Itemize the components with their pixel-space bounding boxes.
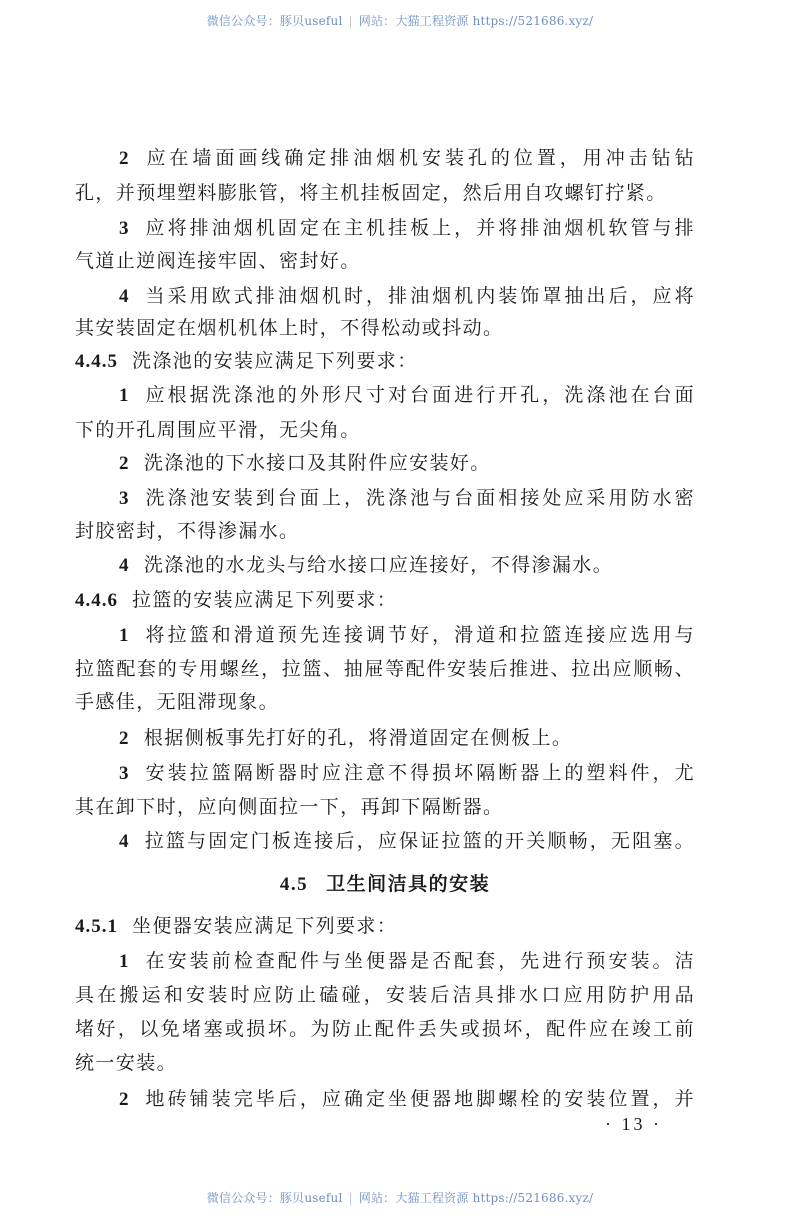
clause-number: 4.4.5: [75, 351, 118, 372]
item-line: 手感佳，无阻滞现象。: [75, 691, 280, 713]
item-number: 4: [119, 286, 130, 307]
item-line: 4 拉篮与固定门板连接后，应保证拉篮的开关顺畅，无阻塞。: [119, 830, 695, 852]
item-line: 封胶密封，不得渗漏水。: [75, 520, 300, 542]
item-line: 3 应将排油烟机固定在主机挂板上，并将排油烟机软管与排: [119, 217, 695, 239]
item-number: 3: [119, 763, 130, 784]
item-line: 堵好，以免堵塞或损坏。为防止配件丢失或损坏，配件应在竣工前: [75, 1018, 695, 1040]
item-line: 2 洗涤池的下水接口及其附件应安装好。: [119, 452, 491, 474]
watermark-account: 微信公众号：豚贝useful: [206, 1191, 343, 1205]
item-number: 4: [119, 831, 130, 852]
item-number: 3: [119, 218, 130, 239]
watermark-site: 网站：大猫工程资源 https://521686.xyz/: [358, 14, 594, 28]
item-line: 1 在安装前检查配件与坐便器是否配套，先进行预安装。洁: [119, 950, 695, 972]
item-line: 1 将拉篮和滑道预先连接调节好，滑道和拉篮连接应选用与: [119, 624, 695, 646]
clause-title: 拉篮的安装应满足下列要求：: [132, 589, 398, 611]
item-line: 3 安装拉篮隔断器时应注意不得损坏隔断器上的塑料件，尤: [119, 762, 695, 784]
item-line: 统一安装。: [75, 1052, 178, 1074]
section-heading-4-5: [75, 871, 695, 898]
watermark-separator: |: [348, 14, 353, 28]
item-line: 4 洗涤池的水龙头与给水接口应连接好，不得渗漏水。: [119, 554, 614, 576]
item-number: 3: [119, 488, 130, 509]
watermark-bottom: [0, 1189, 800, 1206]
item-line: 其安装固定在烟机机体上时，不得松动或抖动。: [75, 317, 504, 339]
item-line: 4 当采用欧式排油烟机时，排油烟机内装饰罩抽出后，应将: [119, 285, 695, 307]
item-number: 1: [119, 625, 130, 646]
clause-heading-4-4-5: [75, 348, 695, 375]
item-number: 4: [119, 555, 130, 576]
clause-title: 洗涤池的安装应满足下列要求：: [132, 350, 418, 372]
page-number: · 13 ·: [605, 1114, 662, 1134]
item-line: 1 应根据洗涤池的外形尺寸对台面进行开孔，洗涤池在台面: [119, 384, 695, 406]
clause-title: 坐便器安装应满足下列要求：: [132, 915, 398, 937]
item-number: 2: [119, 728, 130, 749]
clause-heading-4-4-6: [75, 587, 695, 614]
item-line: 具在搬运和安装时应防止磕碰，安装后洁具排水口应用防护用品: [75, 984, 695, 1006]
item-line: 孔，并预埋塑料膨胀管，将主机挂板固定，然后用自攻螺钉拧紧。: [75, 182, 667, 204]
item-line: 其在卸下时，应向侧面拉一下，再卸下隔断器。: [75, 796, 504, 818]
item-line: 2 地砖铺装完毕后，应确定坐便器地脚螺栓的安装位置，并: [119, 1088, 695, 1110]
watermark-separator: |: [348, 1191, 353, 1205]
watermark-account: 微信公众号：豚贝useful: [206, 14, 343, 28]
item-line: 气道止逆阀连接牢固、密封好。: [75, 250, 361, 272]
clause-number: 4.4.6: [75, 590, 118, 611]
section-title: 卫生间洁具的安装: [326, 873, 491, 895]
item-number: 2: [119, 1089, 130, 1110]
item-line: 下的开孔周围应平滑，无尖角。: [75, 419, 361, 441]
item-line: 2 根据侧板事先打好的孔，将滑道固定在侧板上。: [119, 727, 573, 749]
item-number: 2: [119, 148, 130, 169]
watermark-top: [0, 12, 800, 29]
clause-number: 4.5.1: [75, 916, 118, 937]
item-line: 3 洗涤池安装到台面上，洗涤池与台面相接处应采用防水密: [119, 487, 695, 509]
item-line: 2 应在墙面画线确定排油烟机安装孔的位置，用冲击钻钻: [119, 147, 695, 169]
item-line: 拉篮配套的专用螺丝，拉篮、抽屉等配件安装后推进、拉出应顺畅、: [75, 658, 695, 680]
section-number: 4.5: [279, 874, 309, 895]
item-number: 1: [119, 951, 130, 972]
item-number: 1: [119, 385, 130, 406]
item-number: 2: [119, 453, 130, 474]
watermark-site: 网站：大猫工程资源 https://521686.xyz/: [358, 1191, 594, 1205]
clause-heading-4-5-1: [75, 913, 695, 940]
